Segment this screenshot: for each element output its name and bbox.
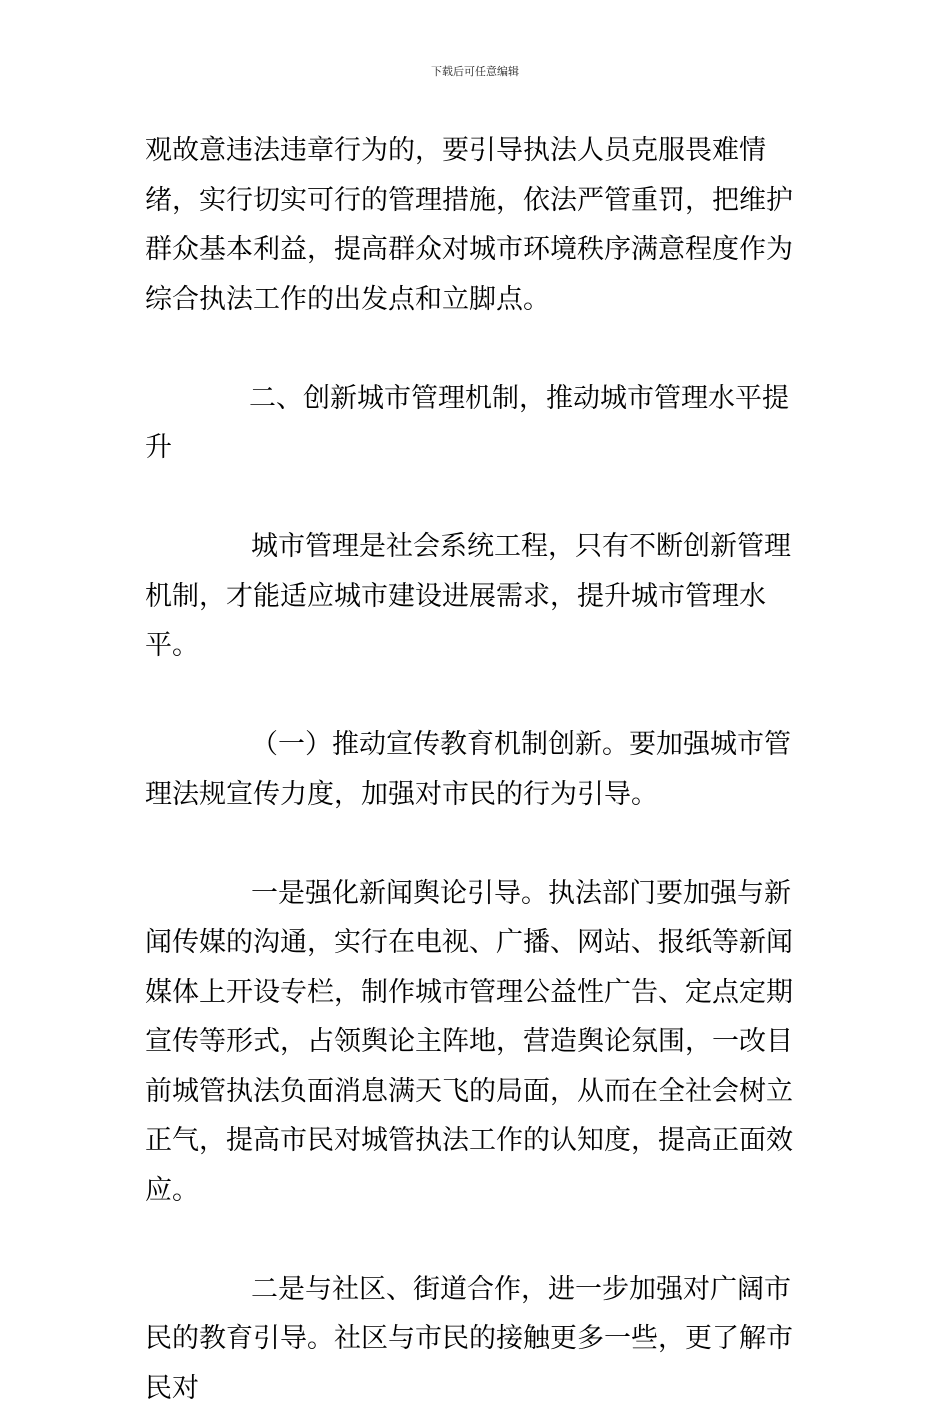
paragraph-continuation: 观故意违法违章行为的，要引导执法人员克服畏难情绪，实行切实可行的管理措施，依法严管重罚，把维护群众基本利益，提高群众对城市环境秩序满意程度作为综合执法工作的出发点和立脚点。 [145,126,807,324]
section-heading: 二、创新城市管理机制，推动城市管理水平提升 [145,374,807,473]
paragraph-intro: 城市管理是社会系统工程，只有不断创新管理机制，才能适应城市建设进展需求，提升城市管理水平。 [145,522,807,671]
paragraph-gap [145,819,807,869]
paragraph-gap [145,1215,807,1265]
subsection-heading: （一）推动宣传教育机制创新。要加强城市管理法规宣传力度，加强对市民的行为引导。 [145,720,807,819]
document-body [145,126,807,1413]
paragraph-gap [145,324,807,374]
paragraph-gap [145,671,807,721]
paragraph-point-two: 二是与社区、街道合作，进一步加强对广阔市民的教育引导。社区与市民的接触更多一些，更了解市民对 [145,1265,807,1413]
page-header: 下载后可任意编辑 [0,64,950,80]
paragraph-point-one: 一是强化新闻舆论引导。执法部门要加强与新闻传媒的沟通，实行在电视、广播、网站、报纸等新闻媒体上开设专栏，制作城市管理公益性广告、定点定期宣传等形式，占领舆论主阵地，营造舆论氛围，一改目前城管执法负面消息满天飞的局面，从而在全社会树立正气，提高市民对城管执法工作的认知度，提高正面效应。 [145,869,807,1216]
paragraph-gap [145,473,807,523]
